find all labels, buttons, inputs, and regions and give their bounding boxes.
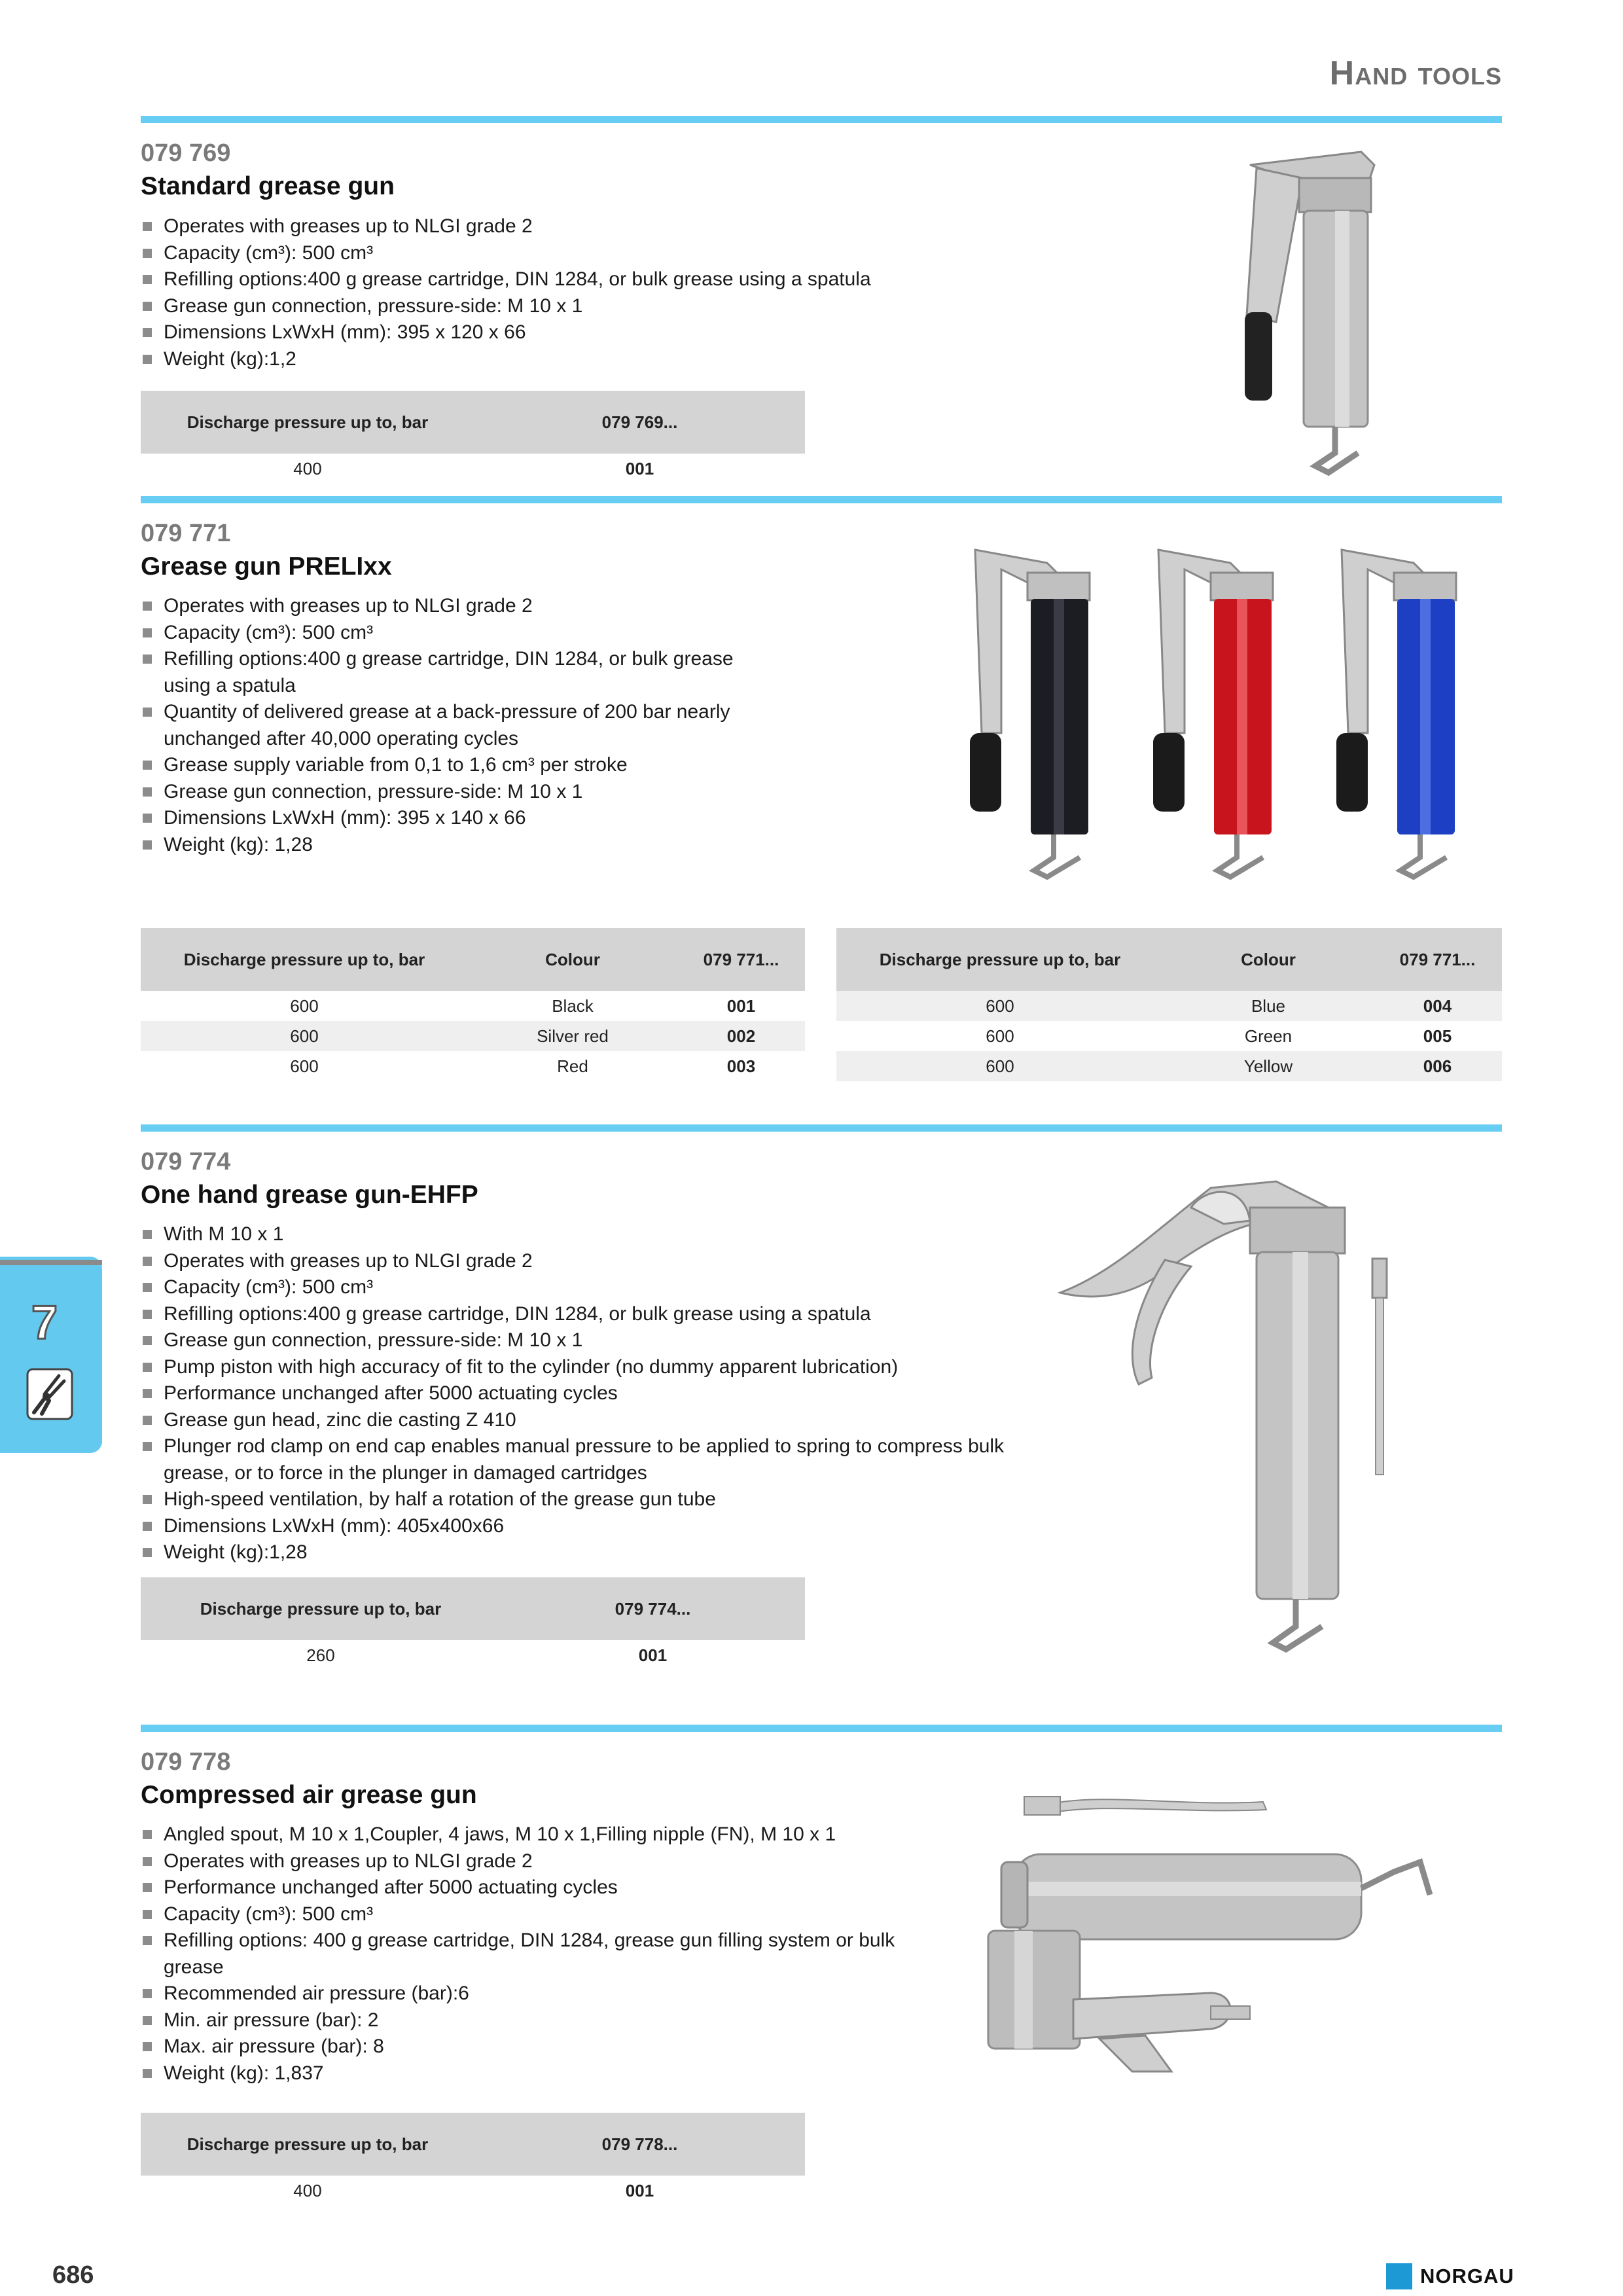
table-row — [836, 1021, 1502, 1051]
feature-item: Grease gun connection, pressure-side: M 10 x 1 — [141, 779, 782, 806]
feature-item: Pump piston with high accuracy of fit to the cylinder (no dummy apparent lubrication) — [141, 1354, 1057, 1381]
grease-gun-image — [1230, 139, 1387, 479]
column-header: Colour — [1164, 928, 1373, 991]
column-header: 079 769... — [474, 391, 805, 454]
feature-item: Capacity (cm³): 500 cm³ — [141, 1901, 926, 1928]
black-grease-gun — [970, 550, 1090, 877]
feature-list — [141, 1221, 1057, 1566]
grease-gun-colour-variants-image — [955, 537, 1518, 884]
feature-item: Grease supply variable from 0,1 to 1,6 cm³ per stroke — [141, 752, 782, 779]
order-number: 005 — [1423, 1026, 1452, 1046]
product-title: Grease gun PRELIxx — [141, 552, 392, 581]
feature-item: Performance unchanged after 5000 actuating cycles — [141, 1380, 1057, 1407]
table-row — [836, 1051, 1502, 1081]
feature-item: Dimensions LxWxH (mm): 405x400x66 — [141, 1513, 1057, 1540]
brand-logo-mark — [1386, 2263, 1412, 2289]
column-header: Discharge pressure up to, bar — [836, 928, 1164, 991]
table-row — [141, 991, 805, 1021]
spec-table-right — [836, 928, 1502, 1081]
table-row — [141, 2176, 805, 2206]
feature-item: Dimensions LxWxH (mm): 395 x 140 x 66 — [141, 805, 782, 832]
table-row — [141, 1051, 805, 1081]
table-cell: 400 — [293, 458, 322, 478]
feature-list — [141, 593, 782, 858]
one-hand-grease-gun-image — [1054, 1168, 1420, 1653]
chapter-number: 7 — [31, 1297, 58, 1349]
order-number: 004 — [1373, 991, 1502, 1021]
table-cell: 600 — [836, 991, 1164, 1021]
section-divider — [141, 1725, 1502, 1732]
feature-item: High-speed ventilation, by half a rotation of the grease gun tube — [141, 1486, 1057, 1513]
feature-item: Grease gun head, zinc die casting Z 410 — [141, 1407, 1057, 1434]
spec-table — [141, 1577, 805, 1670]
feature-item: Weight (kg): 1,837 — [141, 2060, 926, 2087]
feature-item: Operates with greases up to NLGI grade 2 — [141, 213, 871, 240]
table-row — [141, 1640, 805, 1670]
feature-item: Capacity (cm³): 500 cm³ — [141, 620, 782, 647]
column-header: 079 774... — [501, 1577, 805, 1640]
order-number: 006 — [1373, 1051, 1502, 1081]
column-header: Discharge pressure up to, bar — [141, 391, 474, 454]
red-grease-gun — [1153, 550, 1273, 877]
table-cell: 600 — [290, 996, 319, 1016]
feature-item: Quantity of delivered grease at a back-pressure of 200 bar nearly unchanged after 40,000 operating cycles — [141, 699, 782, 752]
product-code: 079 778 — [141, 1748, 231, 1776]
chapter-tab[interactable] — [0, 1257, 102, 1453]
table-cell: Red — [557, 1056, 588, 1076]
feature-item: Refilling options:400 g grease cartridge, DIN 1284, or bulk grease using a spatula — [141, 646, 782, 699]
product-code: 079 771 — [141, 520, 231, 547]
order-number: 001 — [625, 458, 654, 478]
feature-item: Refilling options:400 g grease cartridge, DIN 1284, or bulk grease using a spatula — [141, 266, 871, 293]
blue-grease-gun — [1336, 550, 1456, 877]
column-header: 079 771... — [1373, 928, 1502, 991]
table-cell: Green — [1244, 1026, 1293, 1046]
feature-item: Grease gun connection, pressure-side: M 10 x 1 — [141, 1327, 1057, 1354]
product-code: 079 769 — [141, 139, 231, 167]
feature-list — [141, 1821, 926, 2087]
pliers-icon — [26, 1368, 73, 1420]
compressed-air-grease-gun-image — [975, 1790, 1446, 2085]
table-cell: 600 — [290, 1056, 319, 1076]
feature-item: Operates with greases up to NLGI grade 2 — [141, 1848, 926, 1875]
spec-table — [141, 391, 805, 484]
column-header: 079 778... — [474, 2113, 805, 2176]
brand-logo — [1386, 2263, 1514, 2289]
table-cell: Black — [552, 996, 594, 1016]
feature-item: Weight (kg):1,28 — [141, 1539, 1057, 1566]
feature-item: Grease gun connection, pressure-side: M 10 x 1 — [141, 293, 871, 320]
order-number: 001 — [638, 1645, 668, 1665]
feature-item: Capacity (cm³): 500 cm³ — [141, 240, 871, 267]
table-cell: Silver red — [468, 1021, 677, 1051]
feature-item: Weight (kg): 1,28 — [141, 832, 782, 859]
spec-table — [141, 2113, 805, 2206]
feature-item: Plunger rod clamp on end cap enables manual pressure to be applied to spring to compress bulk grease, or to force in the plunger in damaged cartridges — [141, 1433, 1057, 1486]
section-divider — [141, 496, 1502, 503]
table-cell: 600 — [836, 1051, 1164, 1081]
feature-item: Recommended air pressure (bar):6 — [141, 1981, 926, 2007]
order-number: 002 — [677, 1021, 805, 1051]
table-row — [141, 1021, 805, 1051]
feature-item: Capacity (cm³): 500 cm³ — [141, 1274, 1057, 1301]
section-divider — [141, 116, 1502, 123]
page-number: 686 — [52, 2261, 94, 2289]
table-row — [836, 991, 1502, 1021]
feature-item: Operates with greases up to NLGI grade 2 — [141, 1248, 1057, 1275]
table-cell: 600 — [141, 1021, 468, 1051]
chapter-tab-divider — [0, 1260, 102, 1265]
feature-item: Dimensions LxWxH (mm): 395 x 120 x 66 — [141, 319, 871, 346]
section-header-title: Hand tools — [1329, 54, 1502, 92]
feature-item: Angled spout, M 10 x 1,Coupler, 4 jaws, M 10 x 1,Filling nipple (FN), M 10 x 1 — [141, 1821, 926, 1848]
order-number: 001 — [726, 996, 756, 1016]
feature-item: Performance unchanged after 5000 actuating cycles — [141, 1874, 926, 1901]
feature-item: Weight (kg):1,2 — [141, 346, 871, 373]
product-title: One hand grease gun-EHFP — [141, 1181, 478, 1209]
table-cell: Blue — [1164, 991, 1373, 1021]
table-cell: 400 — [293, 2180, 322, 2200]
column-header: 079 771... — [677, 928, 805, 991]
table-row — [141, 454, 805, 484]
feature-item: Operates with greases up to NLGI grade 2 — [141, 593, 782, 620]
spec-table-left — [141, 928, 805, 1081]
column-header: Discharge pressure up to, bar — [141, 1577, 501, 1640]
feature-item: Refilling options:400 g grease cartridge, DIN 1284, or bulk grease using a spatula — [141, 1301, 1057, 1328]
product-title: Standard grease gun — [141, 172, 395, 200]
product-title: Compressed air grease gun — [141, 1781, 477, 1809]
feature-item: Max. air pressure (bar): 8 — [141, 2034, 926, 2060]
column-header: Discharge pressure up to, bar — [141, 928, 468, 991]
section-divider — [141, 1124, 1502, 1132]
feature-item: Refilling options: 400 g grease cartridge, DIN 1284, grease gun filling system or bulk grease — [141, 1928, 926, 1981]
product-code: 079 774 — [141, 1148, 231, 1175]
column-header: Discharge pressure up to, bar — [141, 2113, 474, 2176]
brand-name: NORGAU — [1420, 2265, 1514, 2287]
table-cell: 600 — [986, 1026, 1014, 1046]
order-number: 003 — [726, 1056, 756, 1076]
feature-item: With M 10 x 1 — [141, 1221, 1057, 1248]
feature-item: Min. air pressure (bar): 2 — [141, 2007, 926, 2034]
table-cell: Yellow — [1164, 1051, 1373, 1081]
table-cell: 260 — [306, 1645, 335, 1665]
feature-list — [141, 213, 871, 372]
column-header: Colour — [468, 928, 677, 991]
order-number: 001 — [625, 2180, 654, 2200]
